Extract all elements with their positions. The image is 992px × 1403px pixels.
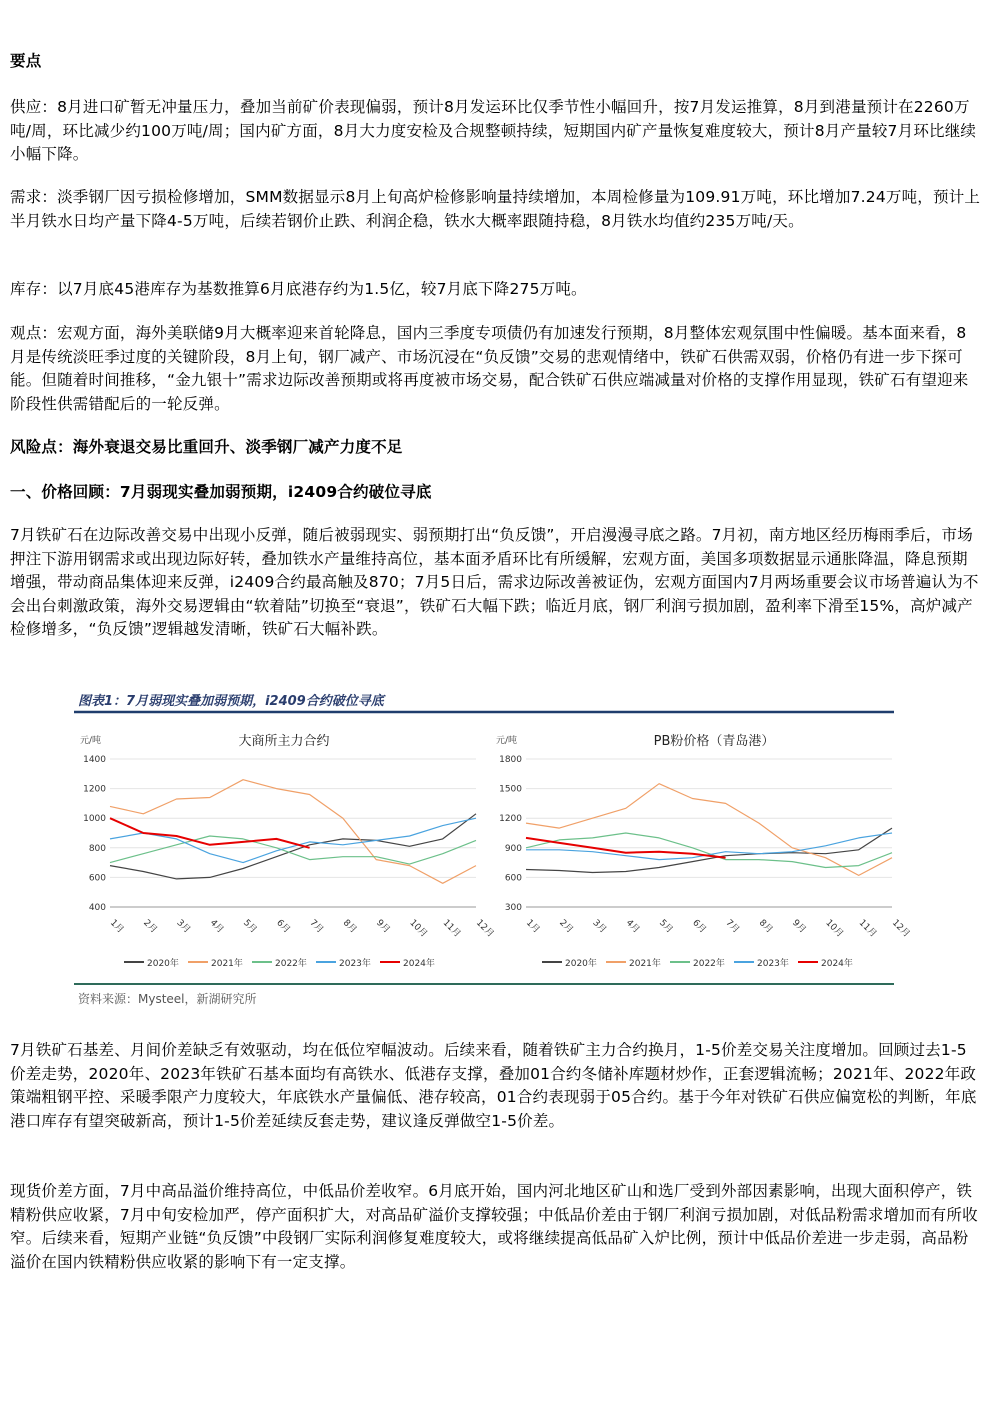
legend-label: 2024年 xyxy=(403,959,435,969)
y-tick-label: 1500 xyxy=(499,784,522,795)
figure-1-svg xyxy=(74,683,912,1013)
x-tick-label: 8月 xyxy=(756,918,775,936)
legend-label: 2023年 xyxy=(757,959,789,969)
x-tick-label: 5月 xyxy=(656,918,675,936)
paragraph-spot-spreads: 现货价差方面，7月中高品溢价维持高位，中低品价差收窄。6月底开始，国内河北地区矿山和选厂受到外部因素影响，出现大面积停产，铁精粉供应收紧，7月中旬安检加严，停产面积扩大，对高品矿溢价支撑较强；中低品价差由于钢厂利润亏损加剧，对低品粉需求增加而有所收窄。后续来看，短期产业链“负反馈”中段钢厂实际利润修复难度较大，或将继续提高低品矿入炉比例，预计中低品价差进一步走弱，高品粉溢价在国内铁精粉供应收紧的影响下有一定支撑。 xyxy=(10,1182,978,1271)
y-tick-label: 900 xyxy=(504,843,522,854)
x-tick-label: 7月 xyxy=(307,918,326,936)
y-axis-unit: 元/吨 xyxy=(80,736,102,746)
legend-label: 2021年 xyxy=(211,959,243,969)
y-tick-label: 800 xyxy=(88,843,106,854)
y-tick-label: 1200 xyxy=(83,784,106,795)
figure-1 xyxy=(74,683,912,1013)
paragraph-view: 观点：宏观方面，海外美联储9月大概率迎来首轮降息，国内三季度专项债仍有加速发行预期，8月整体宏观氛围中性偏暖。基本面来看，8月是传统淡旺季过度的关键阶段，8月上旬，钢厂减产、市场沉浸在“负反馈”交易的悲观情绪中，铁矿石供需双弱，价格仍有进一步下探可能。但随着时间推移，“金九银十”需求边际改善预期或将再度被市场交易，配合铁矿石供应端减量对价格的支撑作用显现，铁矿石有望迎来阶段性供需错配后的一轮反弹。 xyxy=(10,324,969,413)
series-line-2023年 xyxy=(110,818,476,862)
x-tick-label: 6月 xyxy=(274,918,292,936)
x-tick-label: 10月 xyxy=(407,918,429,940)
y-tick-label: 400 xyxy=(88,903,106,913)
x-tick-label: 6月 xyxy=(690,918,708,936)
x-tick-label: 4月 xyxy=(207,918,226,936)
x-tick-label: 1月 xyxy=(523,918,542,936)
x-tick-label: 11月 xyxy=(856,918,879,940)
risk-heading: 风险点：海外衰退交易比重回升、淡季钢厂减产力度不足 xyxy=(10,438,403,456)
x-tick-label: 10月 xyxy=(823,918,845,940)
chart-title: 大商所主力合约 xyxy=(238,734,330,749)
section1-title: 一、价格回顾：7月弱现实叠加弱预期，i2409合约破位寻底 xyxy=(10,483,432,501)
y-tick-label: 1200 xyxy=(499,814,522,825)
x-tick-label: 5月 xyxy=(240,918,259,936)
x-tick-label: 12月 xyxy=(889,918,912,940)
paragraph-price-review: 7月铁矿石在边际改善交易中出现小反弹，随后被弱现实、弱预期打出“负反馈”，开启漫漫寻底之路。7月初，南方地区经历梅雨季后，市场押注下游用钢需求或出现边际好转，叠加铁水产量维持高位，基本面矛盾环比有所缓解，宏观方面，美国多项数据显示通胀降温，降息预期增强，带动商品集体迎来反弹，i2409合约最高触及870；7月5日后，需求边际改善被证伪，宏观方面国内7月两场重要会议市场普遍认为不会出台刺激政策，海外交易逻辑由“软着陆”切换至“衰退”，铁矿石大幅下跌；临近月底，钢厂利润亏损加剧，盈利率下滑至15%，高炉减产检修增多，“负反馈”逻辑越发清晰，铁矿石大幅补跌。 xyxy=(10,526,979,638)
x-tick-label: 2月 xyxy=(557,918,575,936)
chart-dce-main-contract xyxy=(80,733,496,969)
paragraph-supply: 供应：8月进口矿暂无冲量压力，叠加当前矿价表现偏弱，预计8月发运环比仅季节性小幅回升，按7月发运推算，8月到港量预计在2260万吨/周，环比减少约100万吨/周；国内矿方面，8月大力度安检及合规整顿持续，短期国内矿产量恢复难度较大，预计8月产量较7月环比继续小幅下降。 xyxy=(10,98,977,163)
legend-label: 2024年 xyxy=(821,959,853,969)
x-tick-label: 7月 xyxy=(723,918,742,936)
x-tick-label: 9月 xyxy=(790,918,808,936)
paragraph-demand: 需求：淡季钢厂因亏损检修增加，SMM数据显示8月上旬高炉检修影响量持续增加，本周检修量为109.91万吨，环比增加7.24万吨，预计上半月铁水日均产量下降4-5万吨，后续若钢价止跌、利润企稳，铁水大概率跟随持稳，8月铁水均值约235万吨/天。 xyxy=(10,188,981,230)
x-tick-label: 2月 xyxy=(141,918,159,936)
x-tick-label: 12月 xyxy=(473,918,496,940)
series-line-2021年 xyxy=(110,780,476,884)
chart-title: PB粉价格（青岛港） xyxy=(653,734,775,749)
series-line-2022年 xyxy=(526,833,892,868)
y-tick-label: 600 xyxy=(504,873,522,884)
x-tick-label: 3月 xyxy=(174,918,192,936)
y-tick-label: 1800 xyxy=(499,755,522,765)
x-tick-label: 9月 xyxy=(374,918,392,936)
figure-caption: 图表1：7月弱现实叠加弱预期，i2409合约破位寻底 xyxy=(78,694,384,709)
series-line-2021年 xyxy=(526,784,892,876)
chart-pb-fines-price xyxy=(496,733,912,969)
legend-label: 2022年 xyxy=(275,959,307,969)
y-tick-label: 1400 xyxy=(83,755,106,765)
legend-label: 2022年 xyxy=(693,959,725,969)
x-tick-label: 8月 xyxy=(340,918,359,936)
x-tick-label: 3月 xyxy=(590,918,608,936)
legend-label: 2021年 xyxy=(629,959,661,969)
heading-key-points: 要点 xyxy=(10,52,42,70)
legend-label: 2020年 xyxy=(147,959,179,969)
series-line-2022年 xyxy=(110,836,476,864)
x-tick-label: 1月 xyxy=(107,918,126,936)
y-tick-label: 600 xyxy=(88,873,106,884)
paragraph-spreads: 7月铁矿石基差、月间价差缺乏有效驱动，均在低位窄幅波动。后续来看，随着铁矿主力合约换月，1-5价差交易关注度增加。回顾过去1-5价差走势，2020年、2023年铁矿石基本面均有高铁水、低港存支撑，叠加01合约冬储补库题材炒作，正套逻辑流畅；2021年、2022年政策端粗钢平控、采暖季限产力度较大，年底铁水产量偏低、港存较高，01合约表现弱于05合约。基于今年对铁矿石供应偏宽松的判断，年底港口库存有望突破新高，预计1-5价差延续反套走势，建议逢反弹做空1-5价差。 xyxy=(10,1041,977,1130)
y-tick-label: 1000 xyxy=(83,814,106,825)
y-axis-unit: 元/吨 xyxy=(496,736,518,746)
figure-source: 资料来源：Mysteel，新湖研究所 xyxy=(78,992,257,1006)
x-tick-label: 4月 xyxy=(623,918,642,936)
legend-label: 2023年 xyxy=(339,959,371,969)
paragraph-inventory: 库存：以7月底45港库存为基数推算6月底港存约为1.5亿，较7月底下降275万吨。 xyxy=(10,280,587,298)
x-tick-label: 11月 xyxy=(440,918,463,940)
series-line-2020年 xyxy=(526,828,892,872)
legend-label: 2020年 xyxy=(565,959,597,969)
y-tick-label: 300 xyxy=(504,903,522,913)
